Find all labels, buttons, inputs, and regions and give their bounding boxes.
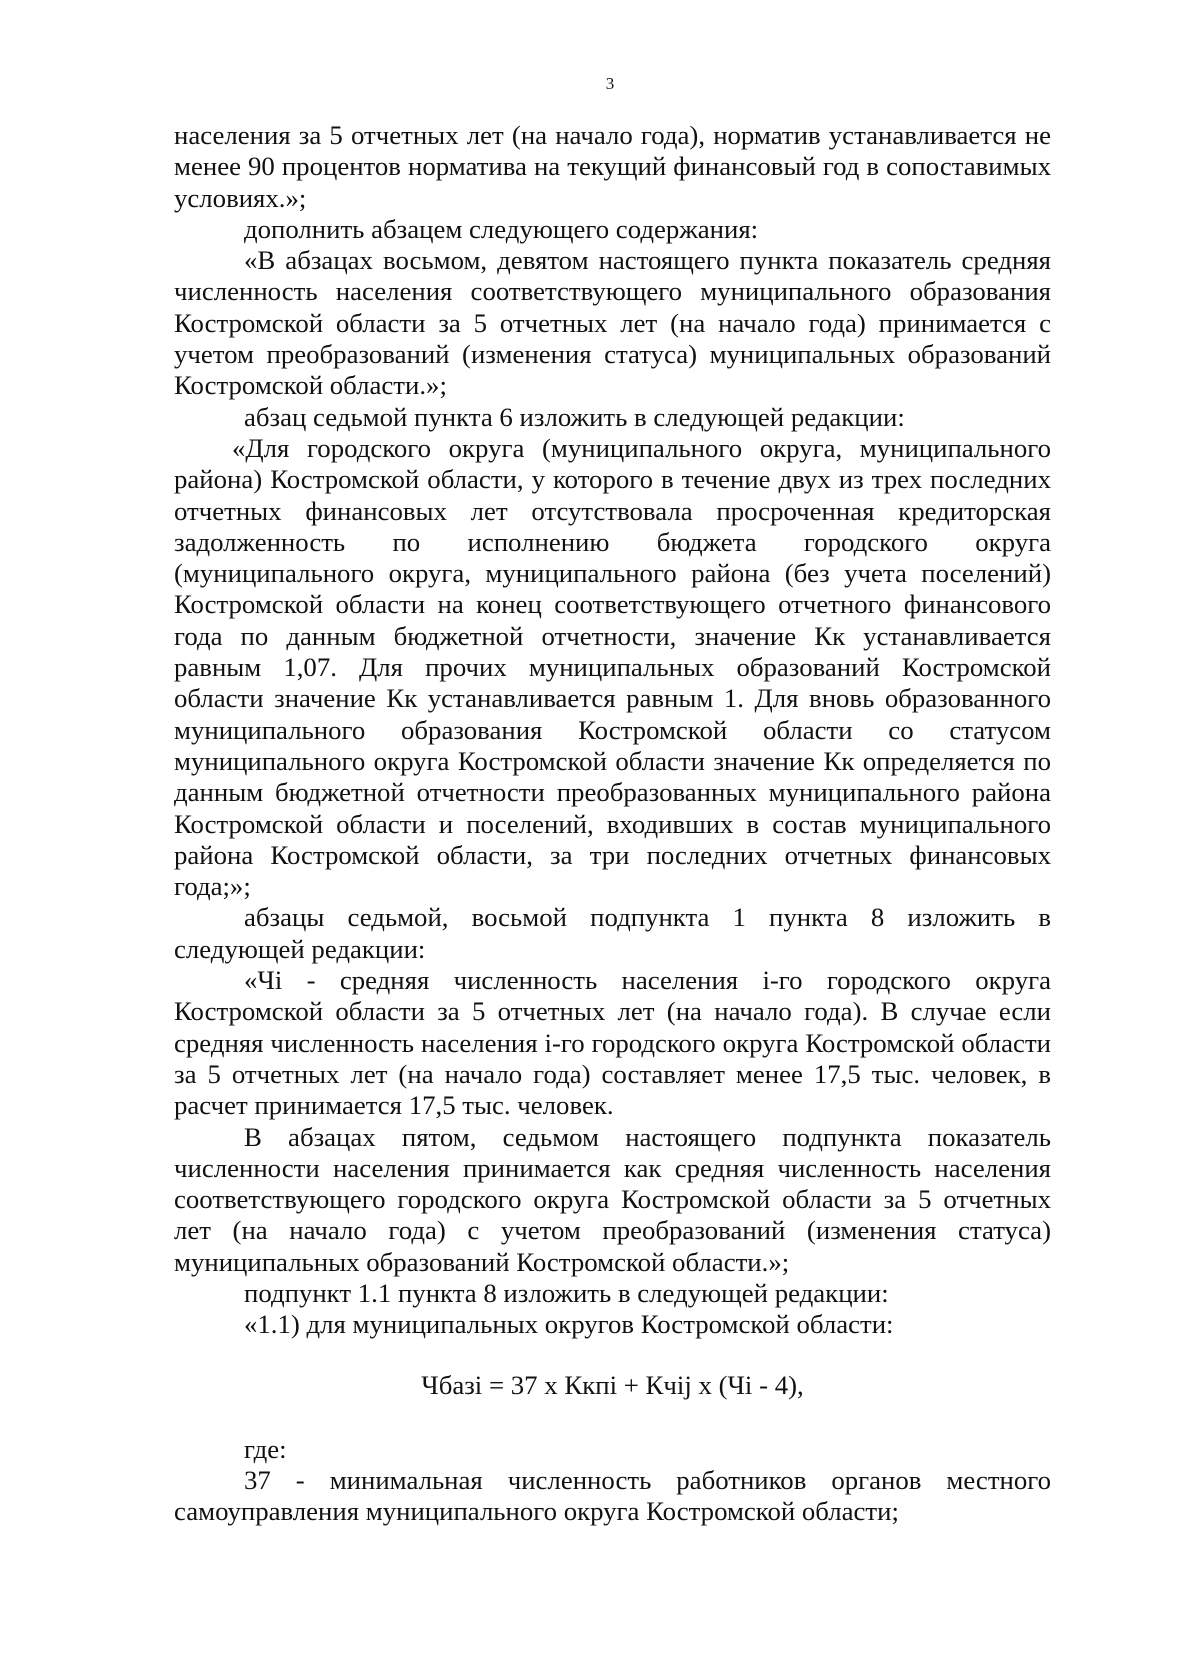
paragraph-quoted-text: «Чi - средняя численность населения i-го городского округа Костромской области за 5 отчетных лет (на начало года). В случае если средняя численность населения i-го городского округа Костромской области за 5 отчетных лет (на начало года) составляет менее 17,5 тыс. человек, в расчет принимается 17,5 тыс. человек.	[174, 965, 1051, 1121]
spacer	[174, 1401, 1051, 1434]
paragraph-amendment-instruction: дополнить абзацем следующего содержания:	[244, 213, 759, 244]
document-body	[174, 120, 1051, 1528]
page-number: 3	[605, 74, 615, 93]
paragraph-quoted-text: «Для городского округа (муниципального округа, муниципального района) Костромской области, у которого в течение двух из трех последних отчетных финансовых лет отсутствовала просроченная кредиторская задолженность по исполнению бюджета городского округа (муниципального округа, муниципального района (без учета поселений) Костромской области на конец соответствующего отчетного финансового года по данным бюджетной отчетности, значение Кк устанавливается равным 1,07. Для прочих муниципальных образований Костромской области значение Кк устанавливается равным 1. Для вновь образованного муниципального образования Костромской области со статусом муниципального округа Костромской области значение Кк определяется по данным бюджетной отчетности преобразованных муниципального района Костромской области и поселений, входивших в состав муниципального района Костромской области, за три последних отчетных финансовых года;»;	[174, 432, 1051, 902]
paragraph-amendment-instruction: абзац седьмой пункта 6 изложить в следующей редакции:	[244, 401, 905, 432]
paragraph-where: где:	[244, 1433, 287, 1464]
formula: Чбазi = 37 х Ккпi + Кчij х (Чi - 4),	[421, 1369, 804, 1400]
paragraph-continuation: населения за 5 отчетных лет (на начало года), норматив устанавливается не менее 90 процентов норматива на текущий финансовый год в сопоставимых условиях.»;	[174, 120, 1051, 213]
paragraph-body: В абзацах пятом, седьмом настоящего подпункта показатель численности населения принимается как средняя численность населения соответствующего городского округа Костромской области за 5 отчетных лет (на начало года) с учетом преобразований (изменения статуса) муниципальных образований Костромской области.»;	[174, 1121, 1051, 1277]
spacer	[174, 1341, 1051, 1370]
paragraph-amendment-instruction: подпункт 1.1 пункта 8 изложить в следующей редакции:	[244, 1277, 889, 1308]
paragraph-quoted-text: «1.1) для муниципальных округов Костромской области:	[244, 1309, 894, 1340]
paragraph-quoted-text: «В абзацах восьмом, девятом настоящего пункта показатель средняя численность населения соответствующего муниципального образования Костромской области за 5 отчетных лет (на начало года) принимается с учетом преобразований (изменения статуса) муниципальных образований Костромской области.»;	[174, 245, 1051, 401]
paragraph-definition: 37 - минимальная численность работников органов местного самоуправления муниципального округа Костромской области;	[174, 1465, 1051, 1527]
paragraph-amendment-instruction: абзацы седьмой, восьмой подпункта 1 пункта 8 изложить в следующей редакции:	[174, 902, 1051, 964]
